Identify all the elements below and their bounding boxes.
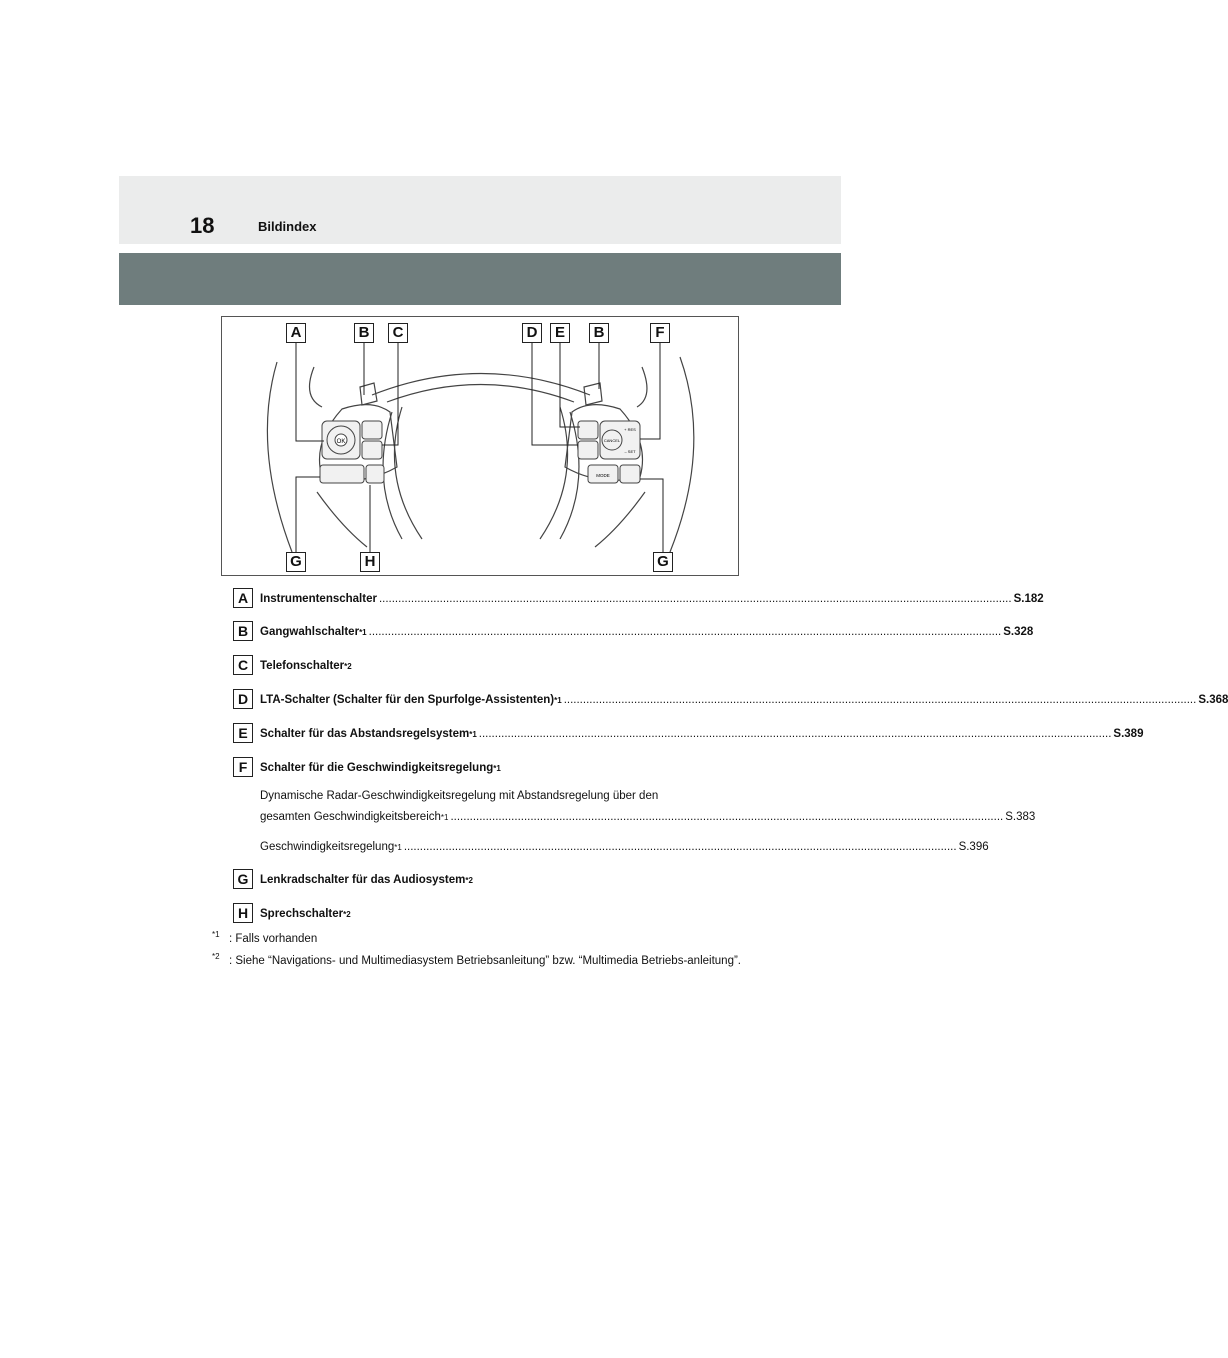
footnote-text: : Siehe “Navigations- und Multimediasystem Betriebsanleitung” bzw. “Multimedia Betriebs-anleitung”.: [229, 955, 741, 967]
phone-switch-lower: [362, 441, 382, 459]
callout-f: F: [650, 323, 670, 343]
callout-b-left: B: [354, 323, 374, 343]
callout-a: A: [286, 323, 306, 343]
steering-wheel-figure: [221, 316, 739, 576]
cancel-button-label: CANCEL: [603, 438, 621, 443]
dot-leader: .............................................................................................................................................................................: [450, 811, 1004, 823]
entry-tag: F: [233, 757, 253, 777]
footnote-text: : Falls vorhanden: [229, 933, 318, 945]
phone-switch-upper: [362, 421, 382, 439]
talk-switch: [366, 465, 384, 483]
entry-page-ref[interactable]: S.389: [1113, 728, 1144, 740]
lta-switch: [578, 421, 598, 439]
mode-button-label: MODE: [596, 473, 610, 478]
entry-tag: D: [233, 689, 253, 709]
callout-g-left: G: [286, 552, 306, 572]
wheel-rim-left: [267, 362, 292, 552]
res-button-label: + RES: [624, 427, 636, 432]
sub-entry-line1: [260, 790, 741, 802]
entry-page-ref[interactable]: S.368: [1198, 694, 1228, 706]
entry-label: Instrumentenschalter: [260, 593, 377, 605]
dot-leader: [379, 593, 1012, 605]
volume-switch: [320, 465, 364, 483]
entry-page-ref[interactable]: S.182: [1013, 593, 1044, 605]
entry-tag: C: [233, 655, 253, 675]
wheel-rim-right: [670, 357, 694, 552]
entry-label: Sprechschalter: [260, 908, 344, 920]
ok-button-label: OK: [336, 439, 346, 445]
callout-h: H: [360, 552, 380, 572]
entry-tag: H: [233, 903, 253, 923]
entry-tag: G: [233, 869, 253, 889]
section-title: Bildindex: [258, 219, 317, 234]
entry-label: Schalter für das Abstandsregelsystem: [260, 728, 470, 740]
entry-tag: A: [233, 588, 253, 608]
dot-leader: [564, 694, 1197, 706]
entry-label: Telefonschalter: [260, 660, 345, 672]
entry-tag: B: [233, 621, 253, 641]
sub-entry-line2: gesamten Geschwindigkeitsbereich *1 ............................................................................................................................................................................. S.383: [260, 811, 1036, 823]
entry-label: Lenkradschalter für das Audiosystem: [260, 874, 466, 886]
sub-entry-text: Dynamische Radar-Geschwindigkeitsregelung mit Abstandsregelung über den: [260, 790, 659, 802]
footnote-mark: *2: [212, 952, 220, 962]
entry-tag: E: [233, 723, 253, 743]
page-number: 18: [190, 213, 215, 238]
entry-label: Gangwahlschalter: [260, 626, 360, 638]
header-band: [119, 176, 841, 244]
distance-switch: [578, 441, 598, 459]
sub-entry-page-ref[interactable]: S.383: [1005, 811, 1036, 823]
sub-entry-line3: Geschwindigkeitsregelung *1 ............................................................................................................................................................................. S.396: [260, 841, 989, 853]
sub-entry-label: Geschwindigkeitsregelung: [260, 841, 395, 853]
sub-entry-page-ref[interactable]: S.396: [958, 841, 989, 853]
sub-entry-label: gesamten Geschwindigkeitsbereich: [260, 811, 441, 823]
callout-b-right: B: [589, 323, 609, 343]
steering-wheel-illustration: [222, 317, 740, 577]
callout-e: E: [550, 323, 570, 343]
entry-label: Schalter für die Geschwindigkeitsregelung: [260, 762, 494, 774]
dot-leader: [479, 728, 1112, 740]
callout-c: C: [388, 323, 408, 343]
dot-leader: [369, 626, 1002, 638]
entry-label: LTA-Schalter (Schalter für den Spurfolge-Assistenten): [260, 694, 555, 706]
entry-page-ref[interactable]: S.328: [1003, 626, 1034, 638]
callout-d: D: [522, 323, 542, 343]
dot-leader: .............................................................................................................................................................................: [403, 841, 957, 853]
footnote-mark: *1: [212, 930, 220, 940]
callout-g-right: G: [653, 552, 673, 572]
track-button: [620, 465, 640, 483]
set-button-label: – SET: [624, 449, 636, 454]
title-bar: [119, 253, 841, 305]
